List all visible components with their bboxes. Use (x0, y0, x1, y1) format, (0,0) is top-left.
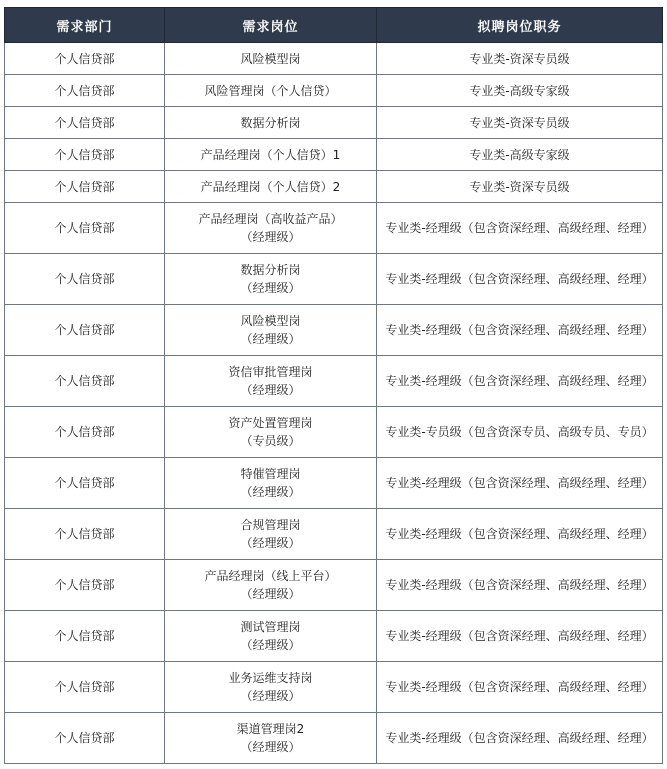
table-row (5, 713, 663, 764)
cell-dept: 个人信贷部 (5, 305, 165, 356)
cell-dept: 个人信贷部 (5, 356, 165, 407)
cell-post (165, 356, 377, 407)
table-row (5, 203, 663, 254)
cell-grade: 专业类-资深专员级 (377, 171, 663, 203)
table-row (5, 107, 663, 139)
post-title: 产品经理岗（个人信贷）1 (200, 147, 341, 162)
cell-post (165, 662, 377, 713)
cell-dept: 个人信贷部 (5, 171, 165, 203)
post-level: （专员级） (240, 434, 301, 448)
table-row (5, 509, 663, 560)
cell-post (165, 254, 377, 305)
post-level: （经理级） (240, 689, 301, 703)
post-title: 合规管理岗 (240, 518, 301, 532)
cell-post (165, 107, 377, 139)
cell-post (165, 713, 377, 764)
cell-dept: 个人信贷部 (5, 75, 165, 107)
cell-grade: 专业类-经理级（包含资深经理、高级经理、经理） (377, 611, 663, 662)
post-title: 产品经理岗（个人信贷）2 (200, 179, 341, 194)
table-header (5, 8, 663, 43)
cell-grade: 专业类-资深专员级 (377, 107, 663, 139)
post-title: 风险模型岗 (240, 314, 301, 328)
cell-dept: 个人信贷部 (5, 458, 165, 509)
post-level: （经理级） (240, 638, 301, 652)
post-title: 风险管理岗（个人信贷） (204, 83, 337, 98)
table-row (5, 407, 663, 458)
cell-grade: 专业类-专员级（包含资深专员、高级专员、专员） (377, 407, 663, 458)
cell-post (165, 458, 377, 509)
cell-grade: 专业类-经理级（包含资深经理、高级经理、经理） (377, 713, 663, 764)
table-row (5, 356, 663, 407)
post-level: （经理级） (240, 536, 301, 550)
cell-grade: 专业类-经理级（包含资深经理、高级经理、经理） (377, 509, 663, 560)
post-title: 风险模型岗 (240, 51, 301, 66)
header-post: 需求岗位 (165, 8, 377, 43)
post-title: 测试管理岗 (240, 620, 301, 634)
cell-grade: 专业类-经理级（包含资深经理、高级经理、经理） (377, 458, 663, 509)
cell-dept: 个人信贷部 (5, 107, 165, 139)
cell-dept: 个人信贷部 (5, 139, 165, 171)
table-row (5, 43, 663, 75)
cell-dept: 个人信贷部 (5, 560, 165, 611)
cell-post (165, 43, 377, 75)
post-level: （经理级） (240, 383, 301, 397)
cell-grade: 专业类-高级专家级 (377, 139, 663, 171)
cell-post (165, 171, 377, 203)
post-level: （经理级） (240, 587, 301, 601)
cell-dept: 个人信贷部 (5, 203, 165, 254)
post-level: （经理级） (240, 332, 301, 346)
post-title: 业务运维支持岗 (228, 671, 313, 685)
cell-post (165, 509, 377, 560)
cell-dept: 个人信贷部 (5, 407, 165, 458)
table-row (5, 139, 663, 171)
cell-post (165, 560, 377, 611)
cell-grade: 专业类-经理级（包含资深经理、高级经理、经理） (377, 662, 663, 713)
table-row (5, 171, 663, 203)
cell-post (165, 139, 377, 171)
post-title: 特催管理岗 (240, 467, 301, 481)
table-row (5, 305, 663, 356)
post-title: 资信审批管理岗 (228, 365, 313, 379)
table-row (5, 458, 663, 509)
cell-post (165, 203, 377, 254)
cell-post (165, 611, 377, 662)
cell-grade: 专业类-经理级（包含资深经理、高级经理、经理） (377, 254, 663, 305)
post-title: 数据分析岗 (240, 263, 301, 277)
cell-grade: 专业类-资深专员级 (377, 43, 663, 75)
post-title: 数据分析岗 (240, 115, 301, 130)
cell-post (165, 75, 377, 107)
cell-dept: 个人信贷部 (5, 254, 165, 305)
cell-grade: 专业类-经理级（包含资深经理、高级经理、经理） (377, 305, 663, 356)
table-row (5, 254, 663, 305)
post-title: 产品经理岗（高收益产品） (198, 212, 343, 226)
post-level: （经理级） (240, 485, 301, 499)
table-row (5, 662, 663, 713)
table-body (5, 43, 663, 764)
cell-dept: 个人信贷部 (5, 662, 165, 713)
post-level: （经理级） (240, 230, 301, 244)
cell-grade: 专业类-经理级（包含资深经理、高级经理、经理） (377, 356, 663, 407)
recruitment-table-container (4, 7, 662, 764)
cell-grade: 专业类-经理级（包含资深经理、高级经理、经理） (377, 203, 663, 254)
post-title: 产品经理岗（线上平台） (204, 569, 337, 583)
post-title: 资产处置管理岗 (228, 416, 313, 430)
cell-dept: 个人信贷部 (5, 43, 165, 75)
post-level: （经理级） (240, 740, 301, 754)
table-row (5, 75, 663, 107)
cell-dept: 个人信贷部 (5, 713, 165, 764)
cell-post (165, 407, 377, 458)
post-level: （经理级） (240, 281, 301, 295)
table-row (5, 560, 663, 611)
cell-dept: 个人信贷部 (5, 611, 165, 662)
cell-grade: 专业类-高级专家级 (377, 75, 663, 107)
cell-post (165, 305, 377, 356)
cell-dept: 个人信贷部 (5, 509, 165, 560)
recruitment-table (4, 7, 663, 764)
post-title: 渠道管理岗2 (236, 722, 305, 736)
header-dept: 需求部门 (5, 8, 165, 43)
header-row (5, 8, 663, 43)
cell-grade: 专业类-经理级（包含资深经理、高级经理、经理） (377, 560, 663, 611)
table-row (5, 611, 663, 662)
header-grade: 拟聘岗位职务 (377, 8, 663, 43)
